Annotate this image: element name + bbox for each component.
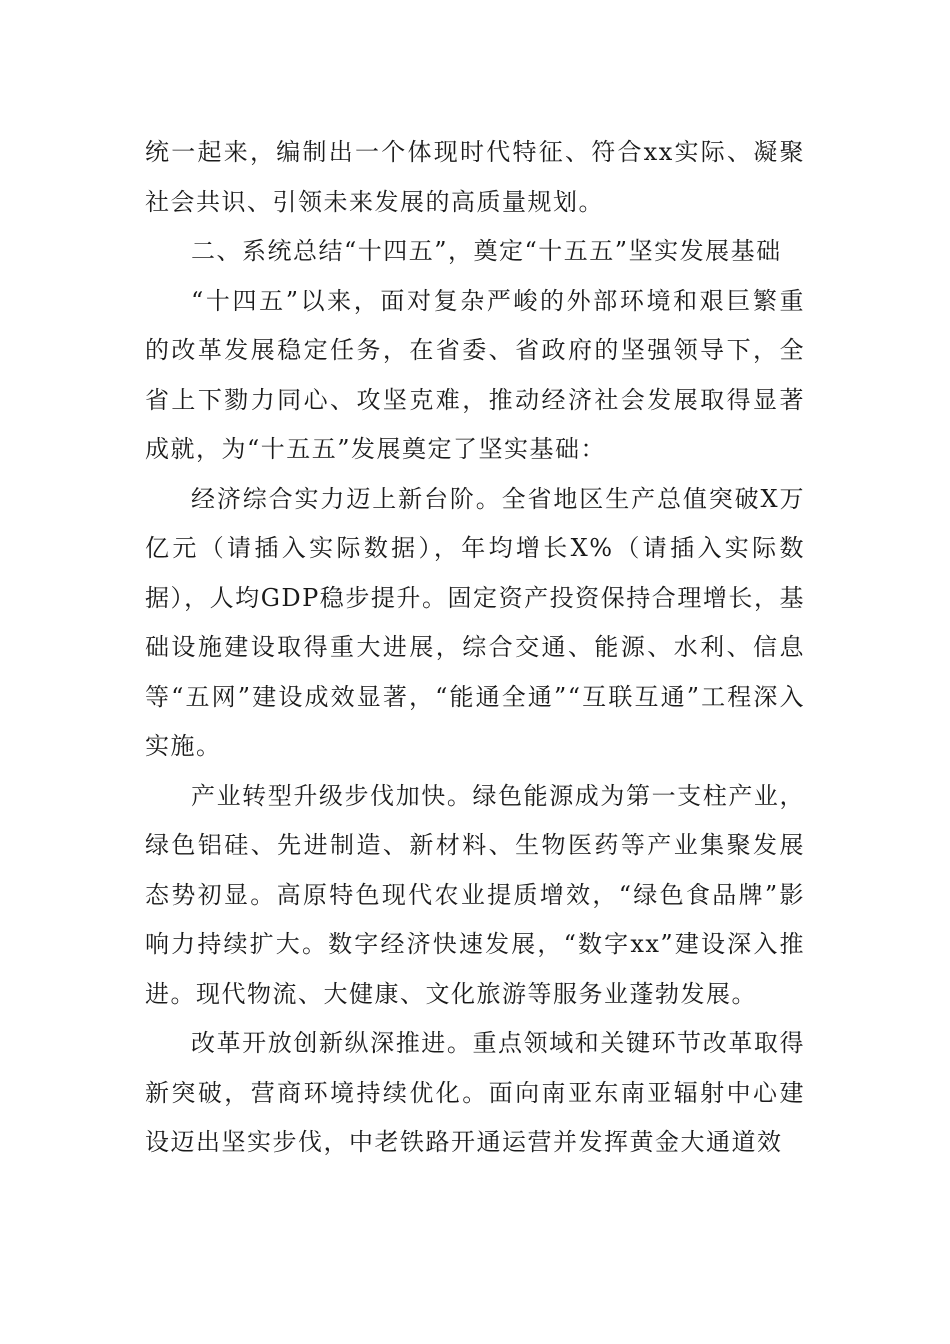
paragraph-continuation: 统一起来，编制出一个体现时代特征、符合xx实际、凝聚社会共识、引领未来发展的高质量规划。	[145, 138, 805, 216]
paragraph-economy: 经济综合实力迈上新台阶。全省地区生产总值突破X万亿元（请插入实际数据），年均增长X%（请插入实际数据），人均GDP稳步提升。固定资产投资保持合理增长，基础设施建设取得重大进展，综合交通、能源、水利、信息等“五网”建设成效显著，“能通全通”“互联互通”工程深入实施。	[145, 484, 805, 760]
paragraph-reform: 改革开放创新纵深推进。重点领域和关键环节改革取得新突破，营商环境持续优化。面向南亚东南亚辐射中心建设迈出坚实步伐，中老铁路开通运营并发挥黄金大通道效	[145, 1029, 805, 1156]
paragraph-intro: “十四五”以来，面对复杂严峻的外部环境和艰巨繁重的改革发展稳定任务，在省委、省政府的坚强领导下，全省上下勠力同心、攻坚克难，推动经济社会发展取得显著成就，为“十五五”发展奠定了坚实基础：	[145, 286, 805, 463]
paragraph-industry: 产业转型升级步伐加快。绿色能源成为第一支柱产业，绿色铝硅、先进制造、新材料、生物医药等产业集聚发展态势初显。高原特色现代农业提质增效，“绿色食品牌”影响力持续扩大。数字经济快速发展，“数字xx”建设深入推进。现代物流、大健康、文化旅游等服务业蓬勃发展。	[145, 781, 805, 1008]
section-heading: 二、系统总结“十四五”，奠定“十五五”坚实发展基础	[191, 237, 782, 265]
document-body	[145, 128, 805, 1168]
